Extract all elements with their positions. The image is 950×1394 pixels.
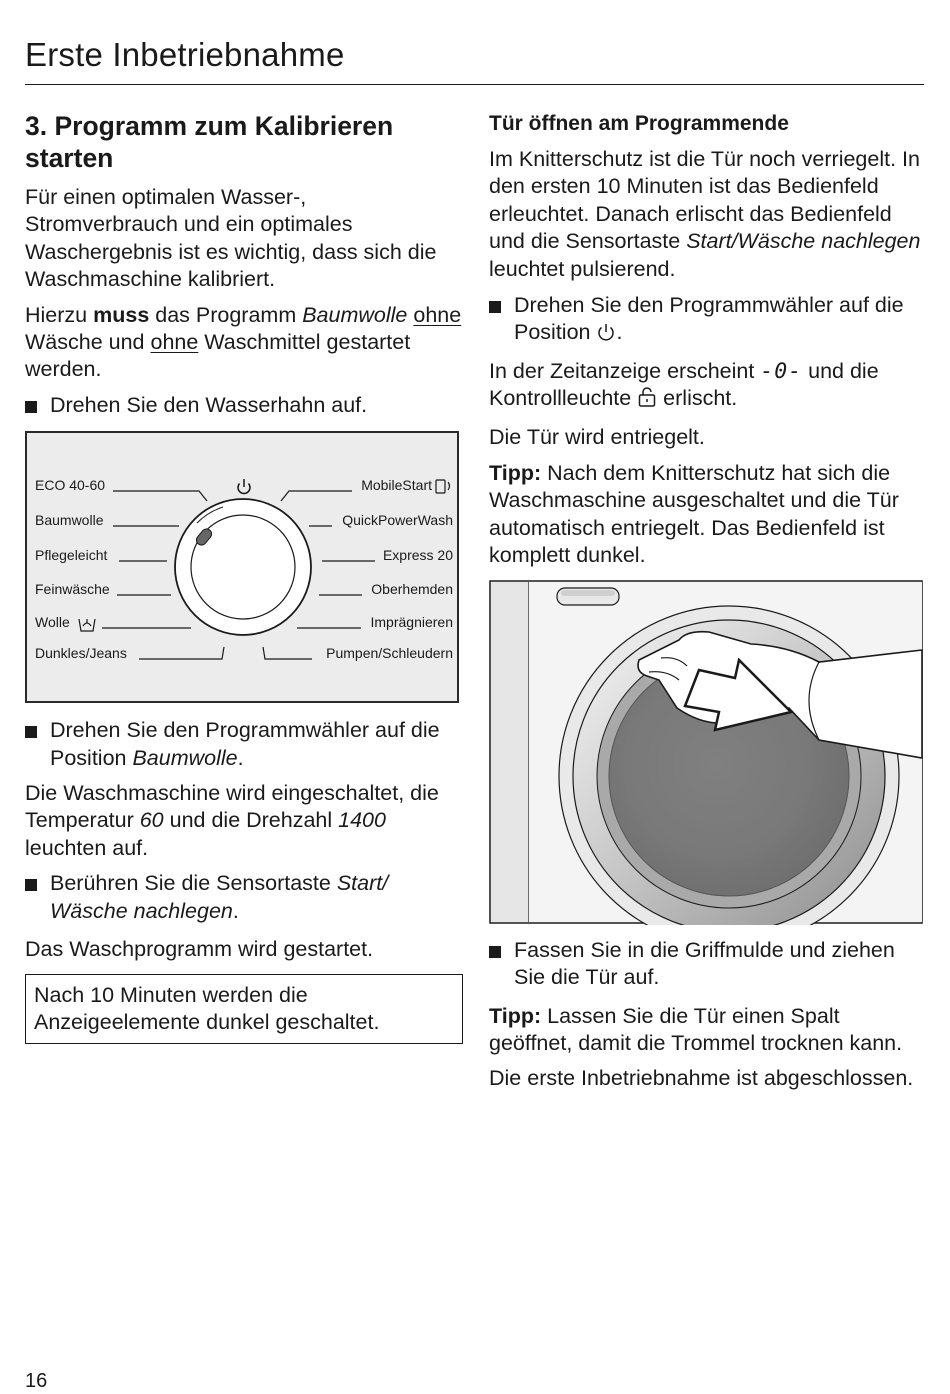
- text: und die Drehzahl: [163, 808, 339, 833]
- note-box: [25, 974, 463, 1045]
- program-label-dunkles-jeans: Dunkles/Jeans: [35, 645, 127, 662]
- page-number: 16: [25, 1370, 48, 1392]
- power-symbol-icon: [238, 479, 250, 493]
- program-label-baumwolle: Baumwolle: [35, 512, 104, 529]
- spin-speed-value: 1400: [338, 808, 386, 833]
- title-rule: [25, 84, 924, 85]
- sensor-key-name: Start/Wäsche nachlegen: [686, 229, 921, 254]
- door-unlocked-text: Die Tür wird entriegelt.: [489, 424, 705, 449]
- step-open-door: Fassen Sie in die Griffmulde und ziehen Sie die Tür auf.: [489, 937, 925, 992]
- text: .: [616, 320, 623, 345]
- text: Berühren Sie die Sensortaste: [50, 871, 337, 896]
- tip-paragraph: [489, 460, 925, 570]
- program-name: Baumwolle: [302, 302, 408, 327]
- program-label-feinwaesche: Feinwäsche: [35, 581, 110, 598]
- program-dial: [175, 499, 311, 635]
- door-opening-illustration: [489, 580, 923, 925]
- program-label-mobilestart: MobileStart: [361, 477, 432, 494]
- text: Drehen Sie den Programmwähler auf die Position: [50, 718, 440, 770]
- underlined-ohne: ohne: [413, 302, 462, 327]
- program-label-pumpen-schleudern: Pumpen/Schleudern: [326, 645, 453, 662]
- program-started-text: Das Waschprogramm wird gestartet.: [25, 937, 374, 962]
- text: das Programm: [149, 302, 303, 327]
- tip-text: Nach dem Knitterschutz hat sich die Waschmaschine ausgeschaltet und die Tür automatisch entriegelt. Das Bedienfeld ist komplett dunkel.: [489, 461, 899, 568]
- door-lock-paragraph: [489, 146, 925, 283]
- tip-label: Tipp:: [489, 461, 542, 486]
- program-name: Baumwolle: [132, 745, 238, 770]
- control-panel-illustration: [25, 431, 459, 703]
- step-select-program: [25, 717, 463, 772]
- lock-icon: [637, 386, 657, 415]
- program-selector-diagram: [27, 433, 461, 705]
- emphasis-muss: muss: [93, 302, 150, 327]
- text: leuchten auf.: [25, 835, 149, 860]
- program-label-eco: ECO 40-60: [35, 477, 106, 494]
- program-label-quickpowerwash: QuickPowerWash: [342, 512, 453, 529]
- program-label-pflegeleicht: Pflegeleicht: [35, 547, 108, 564]
- text: In der Zeitanzeige erscheint: [489, 358, 761, 383]
- sensor-key-name: Start/ Wäsche nachlegen: [50, 871, 389, 923]
- section-heading: 3. Programm zum Kalibrieren starten: [25, 111, 394, 173]
- text: Hierzu: [25, 302, 94, 327]
- subsection-heading: Tür öffnen am Programmende: [489, 112, 789, 135]
- program-label-impraegnieren: Imprägnieren: [370, 614, 453, 631]
- text: Im Knitterschutz ist die Tür noch verriegelt. In den ersten 10 Minuten ist das Bedienfeld erleuchtet. Danach erlischt das Bedienfeld und die Sensortaste: [489, 147, 920, 254]
- right-column: [489, 110, 925, 1093]
- text: Waschmittel gestartet werden.: [25, 330, 411, 382]
- text: Die Waschmaschine wird eingeschaltet, die Temperatur: [25, 781, 439, 833]
- program-label-express20: Express 20: [382, 547, 453, 564]
- step-water-tap: Drehen Sie den Wasserhahn auf.: [25, 392, 463, 419]
- text: Wäsche und: [25, 330, 151, 355]
- power-icon: [596, 322, 616, 349]
- tip-paragraph: [489, 1003, 925, 1058]
- program-label-wolle: Wolle: [35, 614, 70, 631]
- mobile-icon: [436, 480, 450, 493]
- text: Drehen Sie den Programmwähler auf die Position: [514, 293, 904, 345]
- text: und die Kontrollleuchte: [489, 358, 879, 411]
- page-title: Erste Inbetriebnahme: [25, 36, 345, 73]
- tip-text: Lassen Sie die Tür einen Spalt geöffnet, damit die Trommel trocknen kann.: [489, 1003, 903, 1055]
- completion-text: Die erste Inbetriebnahme ist abgeschlossen.: [489, 1066, 914, 1091]
- intro-paragraph: Für einen optimalen Wasser-, Stromverbrauch und ein optimales Waschergebnis ist es wichtig, dass sich die Waschmaschine kalibriert.: [25, 185, 437, 292]
- wool-symbol-icon: [79, 619, 95, 631]
- step-touch-start: [25, 870, 463, 925]
- program-instruction: [25, 302, 463, 384]
- left-column: [25, 110, 463, 1044]
- text: erlischt.: [657, 386, 738, 411]
- text: leuchtet pulsierend.: [489, 256, 676, 281]
- program-label-oberhemden: Oberhemden: [371, 581, 453, 598]
- note-text: Nach 10 Minuten werden die Anzeigeelemente dunkel geschaltet.: [34, 982, 380, 1034]
- step-select-off: [489, 292, 925, 350]
- tip-label: Tipp:: [489, 1003, 542, 1028]
- display-lock-paragraph: [489, 358, 925, 416]
- time-display-value: -0-: [760, 358, 803, 384]
- display-result: [25, 780, 463, 862]
- washing-machine-door-image: [489, 580, 923, 925]
- underlined-ohne: ohne: [150, 330, 199, 355]
- text: .: [237, 745, 244, 770]
- temperature-value: 60: [139, 808, 164, 833]
- text: .: [232, 898, 239, 923]
